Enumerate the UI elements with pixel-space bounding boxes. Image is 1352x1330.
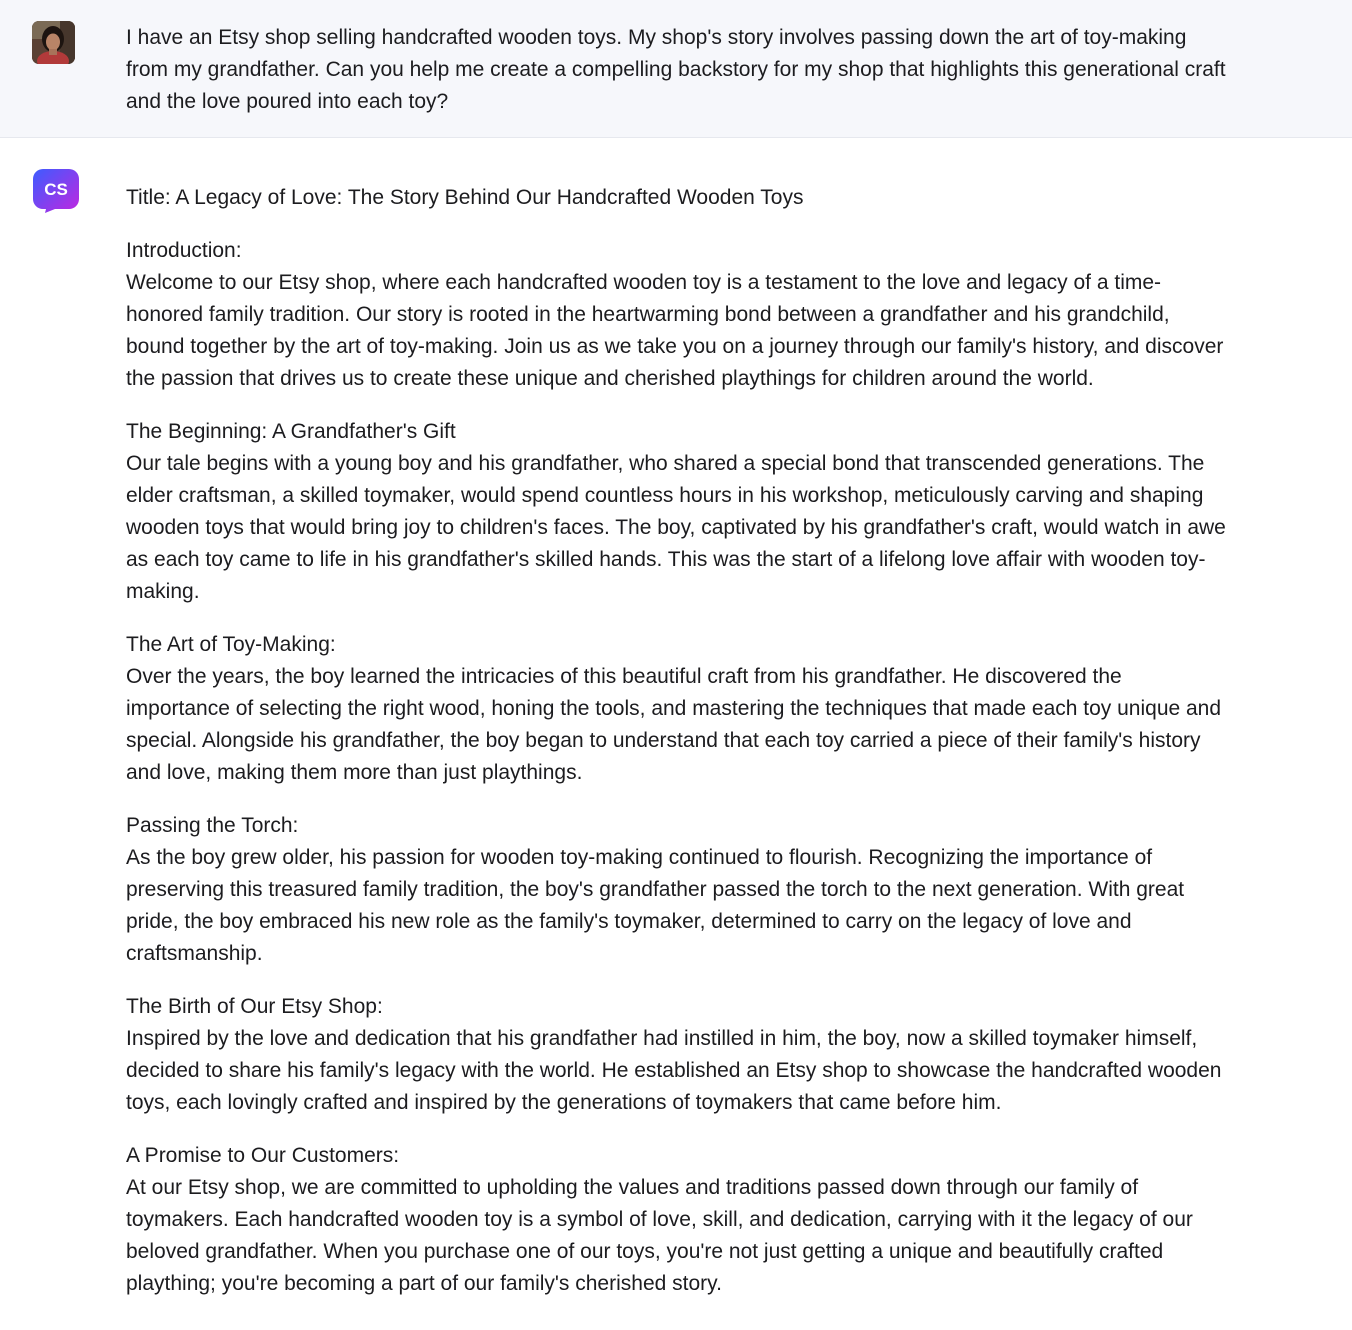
section-heading: Passing the Torch: (126, 814, 299, 837)
section-art-of-toy-making (126, 629, 1226, 789)
section-introduction (126, 235, 1226, 395)
section-promise (126, 1140, 1226, 1300)
section-heading: A Promise to Our Customers: (126, 1144, 400, 1167)
section-birth-of-shop (126, 991, 1226, 1119)
section-heading: The Beginning: A Grandfather's Gift (126, 420, 456, 443)
section-beginning (126, 416, 1226, 608)
section-passing-the-torch (126, 810, 1226, 970)
user-message (0, 0, 1352, 138)
user-avatar (32, 21, 75, 64)
section-body: Over the years, the boy learned the intricacies of this beautiful craft from his grandfather. He discovered the importance of selecting the right wood, honing the tools, and mastering the techniques that made each toy unique and special. Alongside his grandfather, the boy began to understand that each toy carried a piece of their family's history and love, making them more than just playthings. (126, 665, 1222, 784)
section-body: At our Etsy shop, we are committed to upholding the values and traditions passed down through our family of toymakers. Each handcrafted wooden toy is a symbol of love, skill, and dedication, carrying with it the legacy of our beloved grandfather. When you purchase one of our toys, you're not just getting a unique and beautifully crafted plaything; you're becoming a part of our family's cherished story. (126, 1176, 1193, 1295)
section-body: Inspired by the love and dedication that his grandfather had instilled in him, the boy, now a skilled toymaker himself, decided to share his family's legacy with the world. He established an Etsy shop to showcase the handcrafted wooden toys, each lovingly crafted and inspired by the generations of toymakers that came before him. (126, 1027, 1222, 1114)
assistant-avatar-label: CS (44, 180, 68, 199)
section-heading: The Art of Toy-Making: (126, 633, 336, 656)
user-message-text: I have an Etsy shop selling handcrafted wooden toys. My shop's story involves passing down the art of toy-making from my grandfather. Can you help me create a compelling backstory for my shop that highlights this generational craft and the love poured into each toy? (126, 26, 1226, 113)
section-body: As the boy grew older, his passion for wooden toy-making continued to flourish. Recognizing the importance of preserving this treasured family tradition, the boy's grandfather passed the torch to the next generation. With great pride, the boy embraced his new role as the family's toymaker, determined to carry on the legacy of love and craftsmanship. (126, 846, 1185, 965)
section-body: Our tale begins with a young boy and his grandfather, who shared a special bond that transcended generations. The elder craftsman, a skilled toymaker, would spend countless hours in his workshop, meticulously carving and shaping wooden toys that would bring joy to children's faces. The boy, captivated by his grandfather's craft, would watch in awe as each toy came to life in his grandfather's skilled hands. This was the start of a lifelong love affair with wooden toy-making. (126, 452, 1226, 603)
reply-title: Title: A Legacy of Love: The Story Behind Our Handcrafted Wooden Toys (126, 186, 804, 209)
assistant-message (126, 182, 1226, 1321)
section-heading: Introduction: (126, 239, 242, 262)
assistant-avatar (33, 167, 79, 213)
section-heading: The Birth of Our Etsy Shop: (126, 995, 383, 1018)
section-body: Welcome to our Etsy shop, where each handcrafted wooden toy is a testament to the love and legacy of a time-honored family tradition. Our story is rooted in the heartwarming bond between a grandfather and his grandchild, bound together by the art of toy-making. Join us as we take you on a journey through our family's history, and discover the passion that drives us to create these unique and cherished playthings for children around the world. (126, 271, 1224, 390)
